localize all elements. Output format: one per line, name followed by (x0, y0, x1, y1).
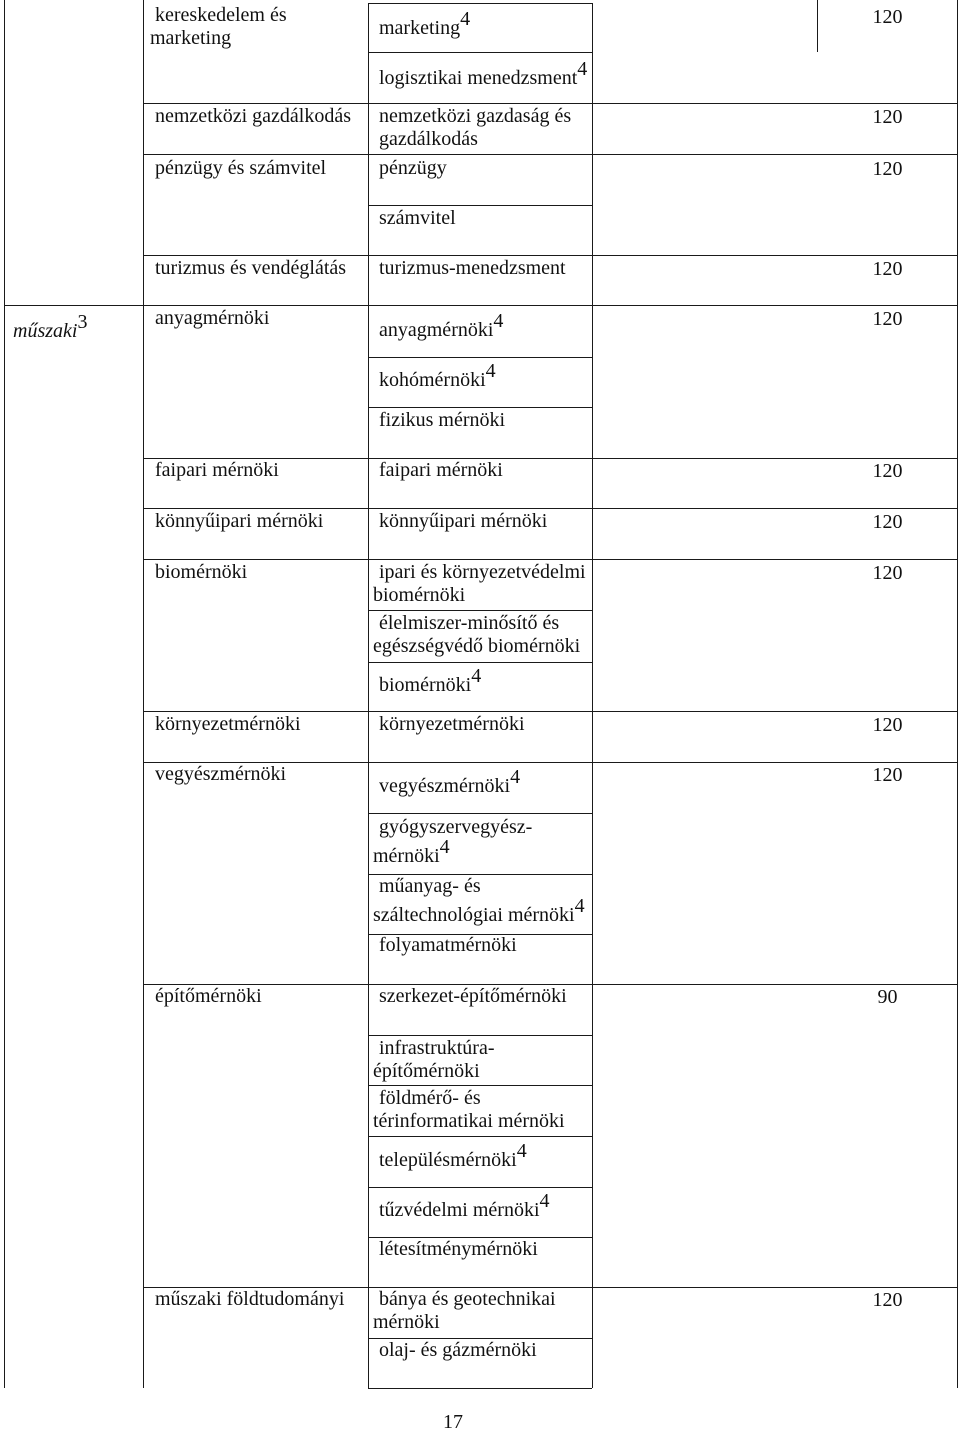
specialization-cell (373, 813, 532, 871)
major-name: nemzetközi gazdálkodás (155, 105, 352, 127)
major-name: vegyészmérnöki (155, 763, 287, 785)
major-cell (155, 713, 301, 736)
row-divider (143, 559, 958, 560)
specialization-cell (379, 105, 571, 151)
specialization-name: vegyészmérnöki (379, 775, 511, 797)
cell-divider (368, 1388, 592, 1389)
footnote-marker: 4 (439, 836, 450, 858)
specialization-cell (379, 934, 517, 957)
page-number: 17 (443, 1411, 463, 1432)
cell-divider (368, 1136, 592, 1137)
credits-cell: 120 (872, 460, 903, 482)
major-cell (155, 1288, 344, 1311)
specialization-name: településmérnöki (379, 1149, 517, 1171)
column-divider (4, 0, 5, 1388)
specialization-cell (379, 766, 521, 798)
specialization-cell (373, 1087, 565, 1133)
cell-divider (368, 1085, 592, 1086)
cell-divider (368, 52, 592, 53)
specialization-name: faipari mérnöki (379, 459, 503, 481)
cell-divider (368, 610, 592, 611)
credits-cell: 90 (877, 986, 898, 1008)
major-cell (155, 307, 269, 330)
specialization-cell (379, 8, 471, 40)
specialization-cell (379, 157, 447, 180)
specialization-cell (379, 665, 482, 697)
specialization-name: számvitel (379, 207, 456, 229)
footnote-marker: 4 (574, 895, 585, 917)
major-name: pénzügy és számvitel (155, 157, 327, 179)
row-divider (143, 103, 958, 104)
major-name: kereskedelem és marketing (150, 4, 287, 49)
specialization-name: pénzügy (379, 157, 447, 179)
credits-cell: 120 (872, 764, 903, 786)
row-divider (143, 711, 958, 712)
major-cell (150, 4, 287, 50)
credits-cell: 120 (872, 158, 903, 180)
specialization-cell (373, 872, 585, 930)
major-cell (155, 510, 323, 533)
specialization-cell (379, 409, 505, 432)
credits-cell: 120 (872, 562, 903, 584)
specialization-name: létesítménymérnöki (379, 1238, 538, 1260)
specialization-name: földmérő- és térinformatikai mérnöki (373, 1087, 565, 1132)
major-name: turizmus és vendéglátás (155, 257, 347, 279)
credits-cell: 120 (872, 714, 903, 736)
specialization-cell (373, 1288, 556, 1334)
major-cell (155, 459, 279, 482)
specialization-name: olaj- és gázmérnöki (379, 1339, 537, 1361)
specialization-name: nemzetközi gazdaság és gazdálkodás (379, 105, 572, 150)
specialization-cell (379, 1190, 550, 1222)
specialization-cell (379, 1339, 537, 1362)
specialization-name: marketing (379, 17, 461, 39)
footnote-marker: 4 (577, 58, 588, 80)
cell-divider (368, 1035, 592, 1036)
cell-divider (368, 1187, 592, 1188)
credits-cell: 120 (872, 258, 903, 280)
specialization-name: turizmus-menedzsment (379, 257, 566, 279)
column-divider (368, 3, 369, 1388)
specialization-name: bánya és geotechnikai mérnöki (373, 1288, 556, 1333)
row-divider (143, 154, 958, 155)
major-cell (155, 763, 286, 786)
specialization-name: környezetmérnöki (379, 713, 525, 735)
credits-cell: 120 (872, 6, 903, 28)
column-divider (143, 0, 144, 1388)
specialization-name: infrastruktúra- építőmérnöki (373, 1037, 495, 1082)
area-name: műszaki (13, 320, 78, 342)
specialization-cell (379, 207, 456, 230)
specialization-name: kohómérnöki (379, 369, 486, 391)
specialization-name: anyagmérnöki (379, 319, 494, 341)
footnote-marker: 4 (516, 1140, 527, 1162)
specialization-name: műanyag- és száltechnológiai mérnöki (373, 875, 575, 926)
footnote-marker: 4 (471, 665, 482, 687)
cell-divider (368, 407, 592, 408)
major-cell (155, 105, 351, 128)
specialization-name: folyamatmérnöki (379, 934, 517, 956)
credits-cell: 120 (872, 106, 903, 128)
major-name: építőmérnöki (155, 985, 262, 1007)
specialization-cell (379, 1238, 538, 1261)
major-cell (155, 257, 346, 280)
area-cell (13, 311, 88, 343)
specialization-cell (379, 360, 496, 392)
major-name: könnyűipari mérnöki (155, 510, 324, 532)
specialization-cell (379, 1140, 527, 1172)
major-name: műszaki földtudományi (155, 1288, 345, 1310)
footnote-marker: 4 (510, 766, 521, 788)
specialization-cell (379, 713, 525, 736)
cell-divider (368, 662, 592, 663)
footnote-marker: 3 (77, 311, 88, 333)
major-name: anyagmérnöki (155, 307, 270, 329)
specialization-name: fizikus mérnöki (379, 409, 506, 431)
credits-cell: 120 (872, 511, 903, 533)
major-cell (155, 157, 326, 180)
specialization-name: biomérnöki (379, 674, 472, 696)
group-divider (4, 305, 958, 306)
row-divider (143, 508, 958, 509)
specialization-cell (379, 58, 588, 90)
footnote-marker: 4 (485, 360, 496, 382)
cell-divider (368, 205, 592, 206)
cell-divider (368, 357, 592, 358)
specialization-cell (379, 257, 566, 280)
column-divider (592, 3, 593, 1388)
specialization-name: élelmiszer-minősítő és egészségvédő biomérnöki (373, 612, 581, 657)
major-cell (155, 561, 247, 584)
credits-cell: 120 (872, 1289, 903, 1311)
specialization-name: logisztikai menedzsment (379, 67, 578, 89)
specialization-name: ipari és környezetvédelmi biomérnöki (373, 561, 586, 606)
row-divider (143, 255, 958, 256)
specialization-name: gyógyszervegyész- mérnöki (373, 816, 533, 867)
footnote-marker: 4 (460, 8, 471, 30)
footnote-marker: 4 (493, 310, 504, 332)
specialization-name: szerkezet-építőmérnöki (379, 985, 567, 1007)
credits-cell: 120 (872, 308, 903, 330)
major-name: biomérnöki (155, 561, 248, 583)
specialization-cell (379, 310, 504, 342)
major-cell (155, 985, 262, 1008)
specialization-cell (379, 459, 503, 482)
footnote-marker: 4 (539, 1190, 550, 1212)
major-name: környezetmérnöki (155, 713, 301, 735)
cell-divider (368, 3, 592, 4)
specialization-cell (373, 1037, 495, 1083)
specialization-cell (373, 612, 580, 658)
specialization-cell (379, 985, 567, 1008)
specialization-name: tűzvédelmi mérnöki (379, 1199, 540, 1221)
major-name: faipari mérnöki (155, 459, 279, 481)
column-divider (957, 0, 958, 1388)
specialization-cell (373, 561, 586, 607)
specialization-cell (379, 510, 547, 533)
specialization-name: könnyűipari mérnöki (379, 510, 548, 532)
